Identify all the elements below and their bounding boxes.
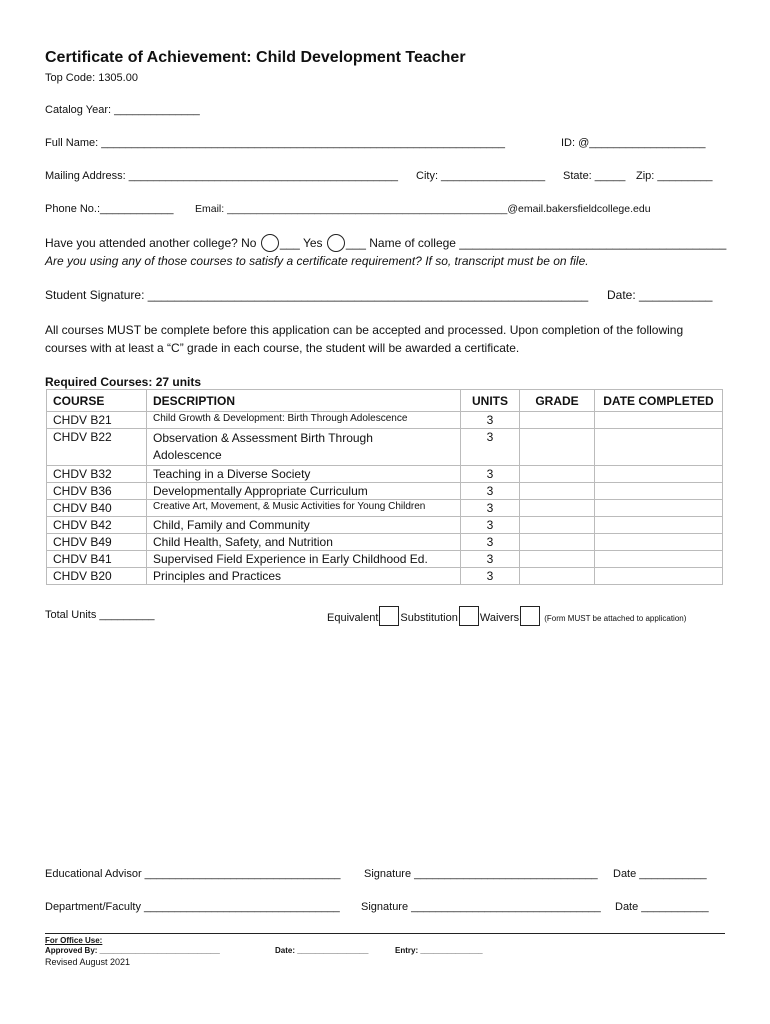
catalog-year-field[interactable]: Catalog Year: ______________ [45, 104, 200, 116]
grade-cell[interactable] [520, 534, 595, 551]
course-code: CHDV B32 [47, 466, 147, 483]
grade-cell[interactable] [520, 500, 595, 517]
notice-line-2: courses with at least a “C” grade in each course, the student will be awarded a certificate. [45, 341, 520, 355]
waivers-checkbox[interactable] [520, 606, 540, 626]
course-description: Developmentally Appropriate Curriculum [147, 483, 461, 500]
course-units: 3 [461, 568, 520, 585]
total-units-field[interactable]: Total Units _________ [45, 609, 155, 621]
table-row [47, 517, 723, 534]
course-description: Child, Family and Community [147, 517, 461, 534]
top-code: Top Code: 1305.00 [45, 72, 138, 84]
course-description: Teaching in a Diverse Society [147, 466, 461, 483]
college-name-field[interactable]: ___ Name of college ________________________________________ [345, 236, 727, 250]
header-course: COURSE [47, 390, 147, 412]
course-description: Principles and Practices [147, 568, 461, 585]
table-row [47, 551, 723, 568]
equivalent-label: Equivalent [327, 612, 379, 624]
course-code: CHDV B22 [47, 429, 147, 466]
department-signature-field[interactable]: Signature _______________________________ [361, 901, 601, 913]
course-description: Creative Art, Movement, & Music Activities for Young Children [147, 500, 461, 517]
date-completed-cell[interactable] [595, 534, 723, 551]
substitution-label: Substitution [400, 612, 458, 624]
entry-field[interactable]: Entry: ______________ [395, 946, 483, 955]
course-description: Child Growth & Development: Birth Through Adolescence [147, 412, 461, 429]
attended-question: Have you attended another college? No [45, 236, 257, 250]
office-divider [45, 933, 725, 934]
course-code: CHDV B42 [47, 517, 147, 534]
attach-note: (Form MUST be attached to application) [544, 614, 687, 623]
grade-cell[interactable] [520, 551, 595, 568]
course-description: Child Health, Safety, and Nutrition [147, 534, 461, 551]
course-units: 3 [461, 429, 520, 466]
course-code: CHDV B41 [47, 551, 147, 568]
grade-cell[interactable] [520, 466, 595, 483]
waivers-label: Waivers [479, 612, 520, 624]
advisor-signature-field[interactable]: Signature ______________________________ [364, 868, 598, 880]
grade-cell[interactable] [520, 412, 595, 429]
yes-label: ___ Yes [279, 236, 323, 250]
substitution-checkbox[interactable] [459, 606, 479, 626]
student-signature-field[interactable]: Student Signature: __________________________________________________________________ [45, 288, 589, 302]
table-row [47, 568, 723, 585]
grade-cell[interactable] [520, 483, 595, 500]
date-completed-cell[interactable] [595, 466, 723, 483]
phone-field[interactable]: Phone No.:____________ [45, 203, 174, 215]
date-completed-cell[interactable] [595, 429, 723, 466]
certificate-question: Are you using any of those courses to satisfy a certificate requirement? If so, transcript must be on file. [45, 254, 589, 268]
form-title: Certificate of Achievement: Child Development Teacher [45, 49, 466, 66]
course-code: CHDV B20 [47, 568, 147, 585]
zip-field[interactable]: Zip: _________ [636, 170, 713, 182]
no-radio[interactable] [261, 234, 279, 252]
date-completed-cell[interactable] [595, 568, 723, 585]
revised-date: Revised August 2021 [45, 957, 131, 967]
full-name-field[interactable]: Full Name: __________________________________________________________________ [45, 137, 506, 149]
table-row [47, 466, 723, 483]
table-row [47, 534, 723, 551]
course-units: 3 [461, 517, 520, 534]
office-heading: For Office Use: [45, 936, 103, 945]
grade-cell[interactable] [520, 517, 595, 534]
attended-college-row [45, 234, 726, 252]
course-units: 3 [461, 534, 520, 551]
header-grade: GRADE [520, 390, 595, 412]
course-units: 3 [461, 551, 520, 568]
mailing-address-field[interactable]: Mailing Address: ____________________________________________ [45, 170, 398, 182]
header-date-completed: DATE COMPLETED [595, 390, 723, 412]
date-completed-cell[interactable] [595, 551, 723, 568]
table-header-row [47, 390, 723, 412]
email-field[interactable]: Email: ________________________________________________@email.bakersfieldcollege.edu [195, 203, 651, 215]
course-code: CHDV B21 [47, 412, 147, 429]
student-date-field[interactable]: Date: ___________ [607, 288, 713, 302]
city-field[interactable]: City: _________________ [416, 170, 546, 182]
course-units: 3 [461, 483, 520, 500]
notice-line-1: All courses MUST be complete before this application can be accepted and processed. Upon completion of the following [45, 323, 684, 337]
grade-cell[interactable] [520, 429, 595, 466]
advisor-date-field[interactable]: Date ___________ [613, 868, 707, 880]
equivalent-checkbox[interactable] [379, 606, 399, 626]
course-description: Supervised Field Experience in Early Childhood Ed. [147, 551, 461, 568]
course-code: CHDV B49 [47, 534, 147, 551]
table-row [47, 483, 723, 500]
date-completed-cell[interactable] [595, 517, 723, 534]
yes-radio[interactable] [327, 234, 345, 252]
course-units: 3 [461, 466, 520, 483]
department-date-field[interactable]: Date ___________ [615, 901, 709, 913]
date-completed-cell[interactable] [595, 500, 723, 517]
department-field[interactable]: Department/Faculty ________________________________ [45, 901, 340, 913]
table-row [47, 412, 723, 429]
date-completed-cell[interactable] [595, 412, 723, 429]
exceptions-row [327, 606, 686, 626]
required-courses-label: Required Courses: 27 units [45, 375, 202, 389]
header-description: DESCRIPTION [147, 390, 461, 412]
table-row [47, 429, 723, 466]
office-date-field[interactable]: Date: ________________ [275, 946, 369, 955]
state-field[interactable]: State: _____ [563, 170, 626, 182]
course-units: 3 [461, 412, 520, 429]
date-completed-cell[interactable] [595, 483, 723, 500]
id-field[interactable]: ID: @___________________ [561, 137, 706, 149]
grade-cell[interactable] [520, 568, 595, 585]
courses-table [46, 389, 723, 585]
course-code: CHDV B36 [47, 483, 147, 500]
approved-by-field[interactable]: Approved By: ___________________________ [45, 946, 220, 955]
advisor-field[interactable]: Educational Advisor ________________________________ [45, 868, 341, 880]
header-units: UNITS [461, 390, 520, 412]
course-units: 3 [461, 500, 520, 517]
course-description: Observation & Assessment Birth Through Adolescence [147, 429, 461, 466]
table-row [47, 500, 723, 517]
course-code: CHDV B40 [47, 500, 147, 517]
